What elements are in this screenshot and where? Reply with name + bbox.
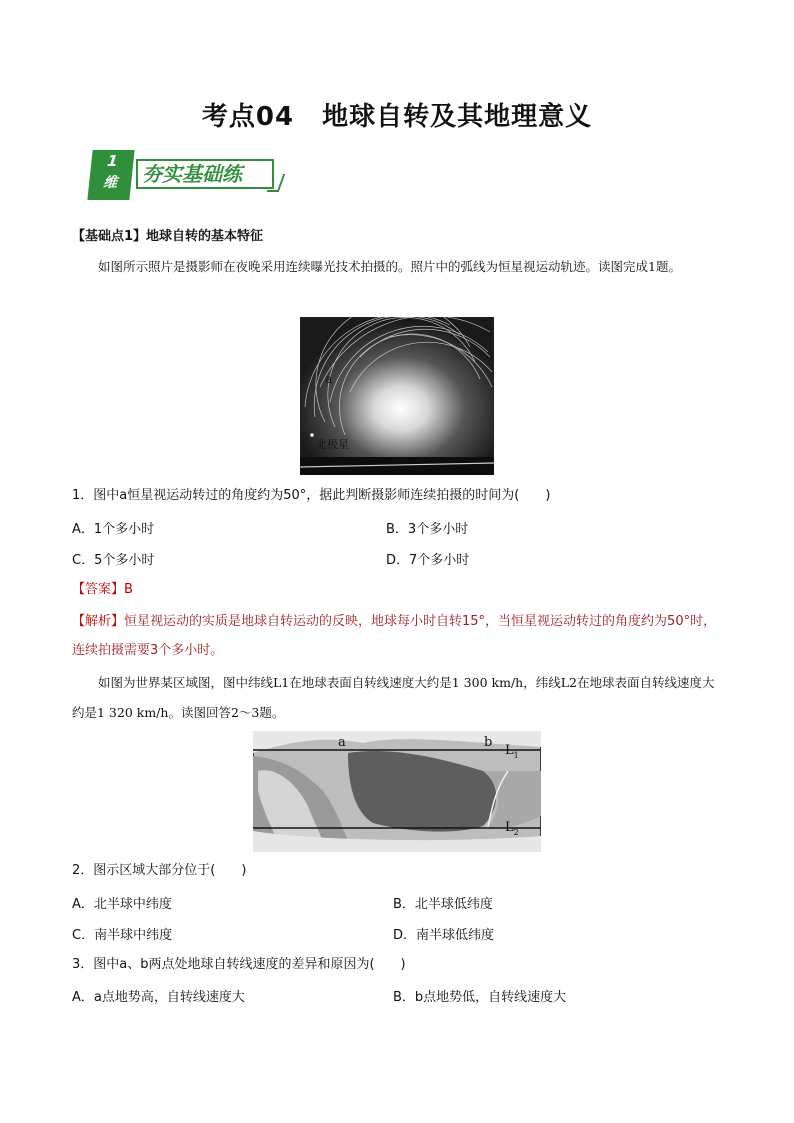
map-label-a: a <box>338 735 346 750</box>
q1-option-d: D．7个多小时 <box>386 553 470 568</box>
answer-1 <box>72 580 133 600</box>
question-1-stem: 1．图中a恒星视运动转过的角度约为50°，据此判断摄影师连续拍摄的时间为( ) <box>72 488 551 503</box>
banner-unit: 维 <box>102 174 119 191</box>
intro-paragraph-2: 如图为世界某区域图，图中纬线L1在地球表面自转线速度大约是1 300 km/h，纬线L2在地球表面自转线速度大约是1 320 km/h。读图回答2～3题。 <box>72 675 715 720</box>
explanation-1-text: 恒星视运动的实质是地球自转运动的反映，地球每小时自转15°，当恒星视运动转过的角度约为50°时，连续拍摄需要3个多小时。 <box>72 614 717 658</box>
explanation-1 <box>72 607 724 665</box>
answer-1-tag: 【答案】 <box>72 582 125 597</box>
explanation-1-tag: 【解析】 <box>72 614 125 629</box>
q3-option-a: A．a点地势高，自转线速度大 <box>72 990 245 1005</box>
region-map <box>253 731 541 852</box>
q1-option-c: C．5个多小时 <box>72 553 155 568</box>
q2-option-d: D．南半球低纬度 <box>393 928 495 943</box>
banner-number-badge <box>87 150 134 200</box>
banner-number: 1 <box>106 152 119 170</box>
q2-option-b: B．北半球低纬度 <box>393 897 493 912</box>
page-title-prefix: 考点04 <box>201 102 295 132</box>
q3-option-b: B．b点地势低，自转线速度大 <box>393 990 567 1005</box>
map-label-l2-letter: L <box>505 820 514 835</box>
banner-label: 夯实基础练 <box>136 159 274 189</box>
photo-label-polaris: 北极星 <box>316 438 349 451</box>
page-title <box>0 96 794 133</box>
map-label-l1-letter: L <box>505 743 514 758</box>
q2-option-c: C．南半球中纬度 <box>72 928 173 943</box>
question-3-stem: 3．图中a、b两点处地球自转线速度的差异和原因为( ) <box>72 957 406 972</box>
photo-label-a: a <box>325 372 333 386</box>
map-label-l2-sub: 2 <box>513 828 519 837</box>
map-label-l1-sub: 1 <box>513 751 519 760</box>
question-2-stem: 2．图示区域大部分位于( ) <box>72 863 247 878</box>
answer-1-value: B <box>124 582 133 597</box>
q1-option-a: A．1个多小时 <box>72 522 155 537</box>
star-trail-photo <box>300 317 494 475</box>
knowledge-point-heading: 【基础点1】地球自转的基本特征 <box>72 229 264 244</box>
page-title-main: 地球自转及其地理意义 <box>322 102 593 132</box>
intro-paragraph-1: 如图所示照片是摄影师在夜晚采用连续曝光技术拍摄的。照片中的弧线为恒星视运动轨迹。读图完成1题。 <box>98 259 681 274</box>
q1-option-b: B．3个多小时 <box>386 522 469 537</box>
q2-option-a: A．北半球中纬度 <box>72 897 172 912</box>
map-label-b: b <box>484 735 493 750</box>
section-banner <box>90 150 290 202</box>
